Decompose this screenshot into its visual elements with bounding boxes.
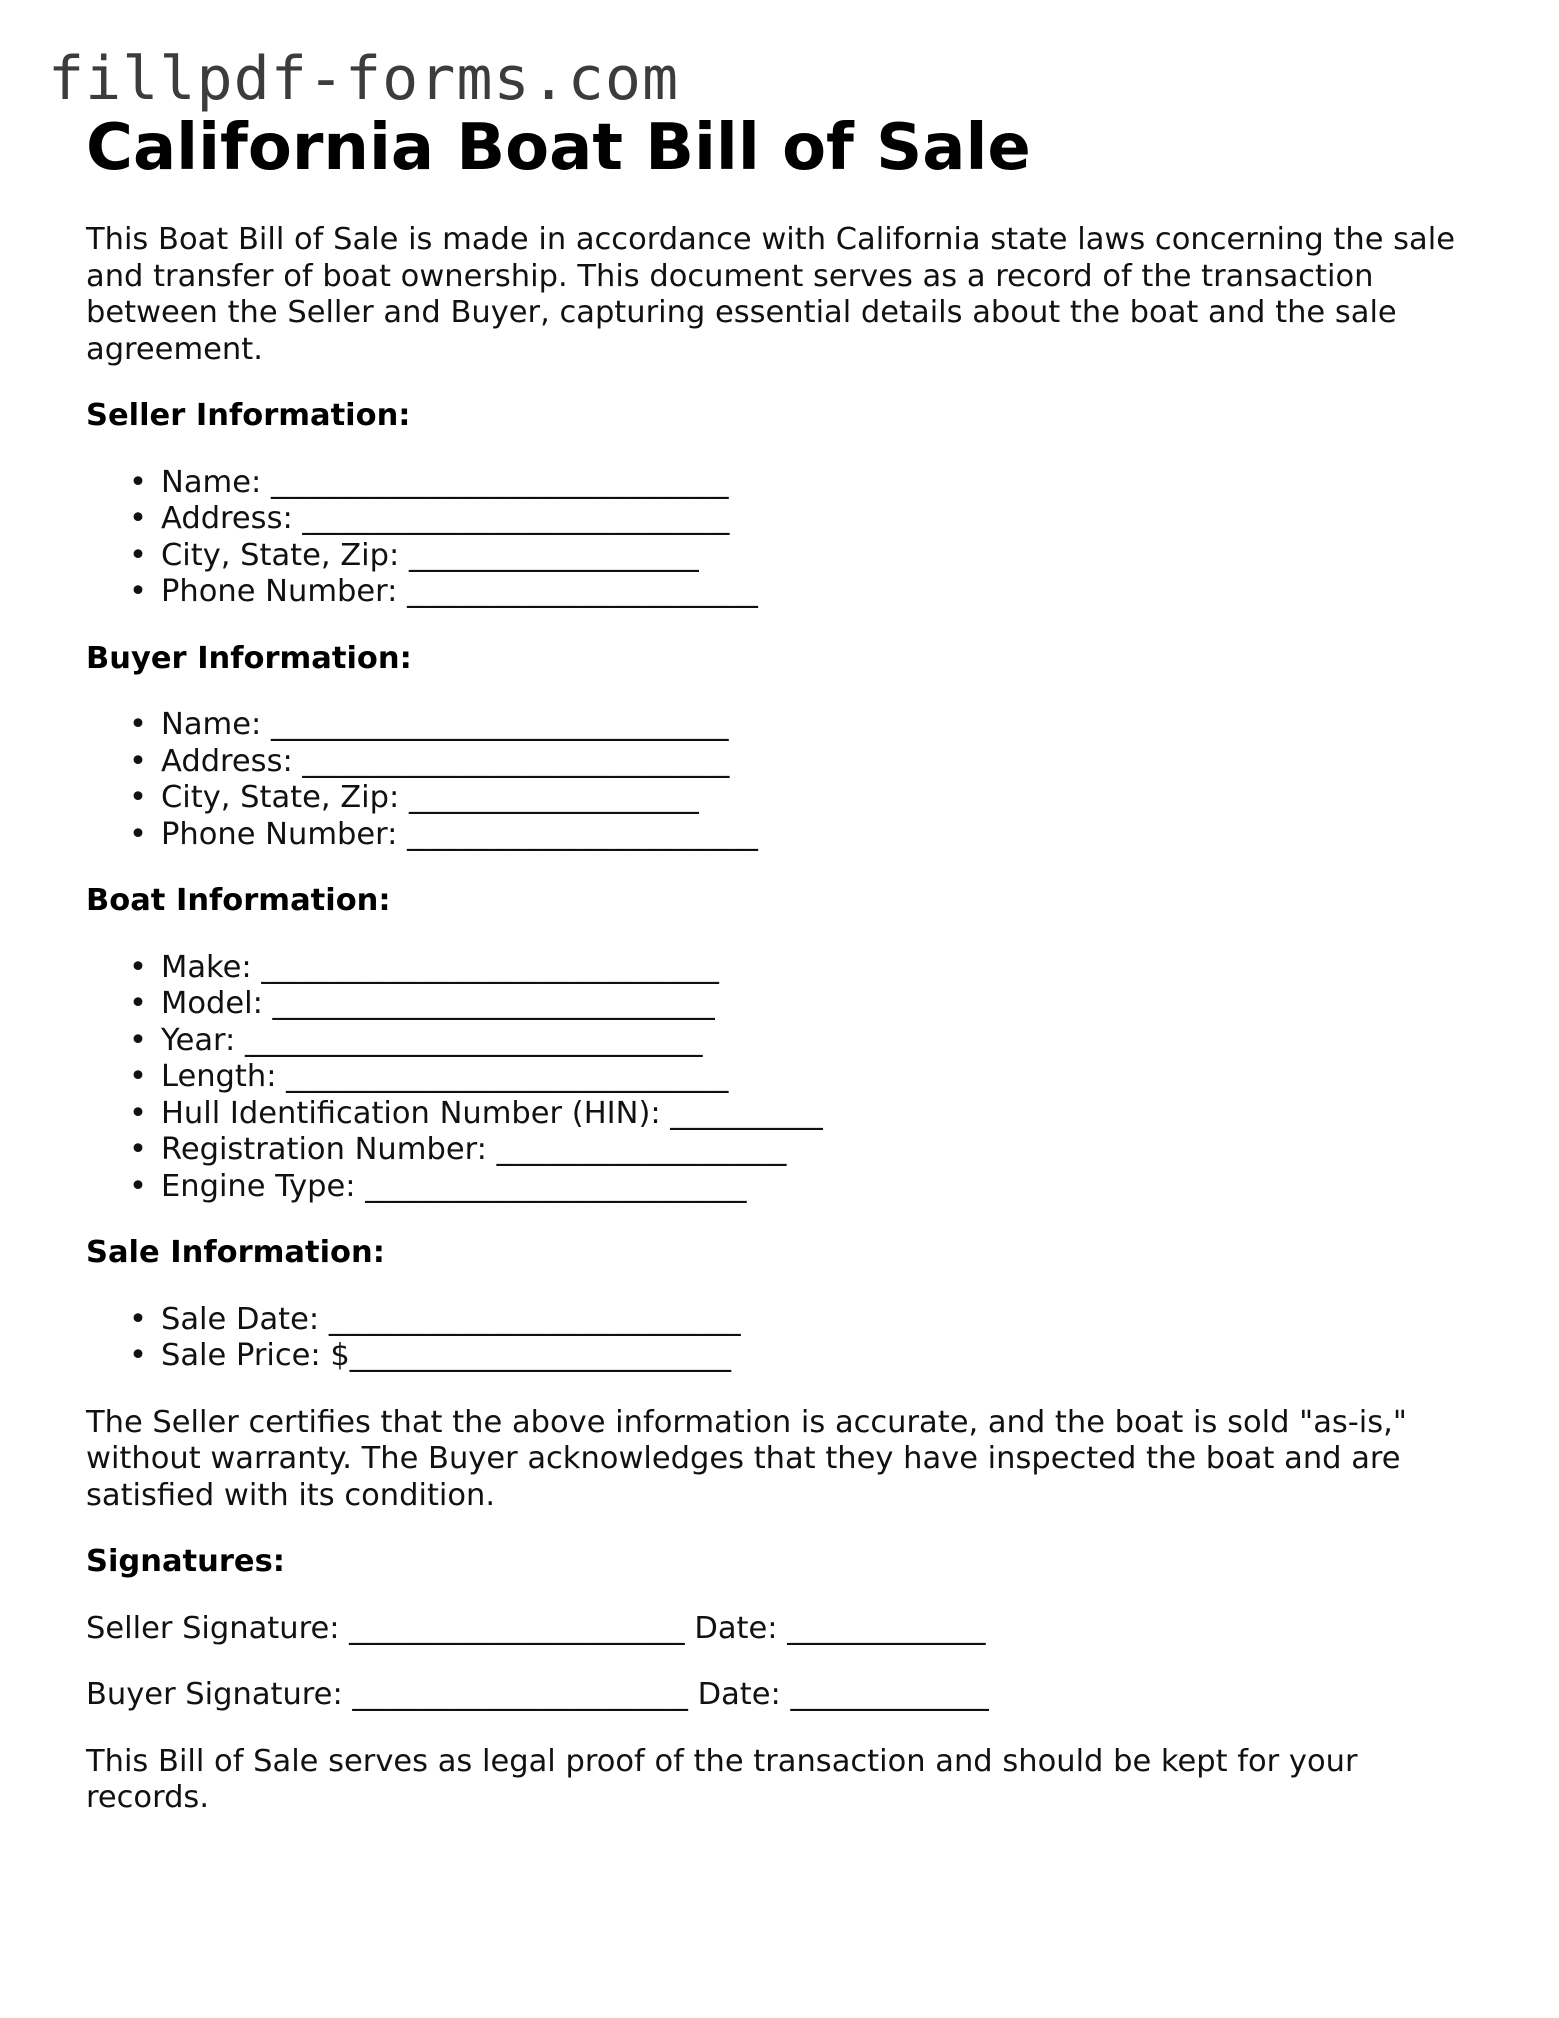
- boat-hin-field[interactable]: • Hull Identification Number (HIN): __________: [129, 1095, 823, 1131]
- sale-fields-list: [86, 1302, 1486, 1375]
- buyer-section-heading: Buyer Information:: [86, 640, 412, 676]
- document-body: [86, 108, 1486, 1817]
- bullet-icon: •: [129, 1301, 147, 1337]
- buyer-phone-field[interactable]: • Phone Number: _______________________: [129, 816, 758, 852]
- bullet-icon: •: [129, 1022, 147, 1058]
- seller-address-field[interactable]: • Address: ____________________________: [129, 501, 730, 536]
- boat-length-field[interactable]: • Length: _____________________________: [129, 1059, 729, 1094]
- boat-make-field[interactable]: • Make: ______________________________: [129, 949, 719, 985]
- bullet-icon: •: [129, 574, 147, 609]
- seller-city-state-zip-field[interactable]: • City, State, Zip: ___________________: [129, 537, 699, 573]
- boat-section-heading: Boat Information:: [86, 883, 391, 918]
- buyer-signature-line[interactable]: Buyer Signature: ______________________ Date: _____________: [86, 1677, 989, 1712]
- buyer-address-field[interactable]: • Address: ____________________________: [129, 743, 730, 779]
- closing-paragraph: This Bill of Sale serves as legal proof of the transaction and should be kept for your records.: [86, 1743, 1358, 1815]
- bullet-icon: •: [129, 1059, 147, 1094]
- boat-engine-type-field[interactable]: • Engine Type: _________________________: [129, 1168, 747, 1204]
- bullet-icon: •: [129, 816, 147, 852]
- buyer-name-field[interactable]: • Name: ______________________________: [129, 707, 729, 742]
- bullet-icon: •: [129, 1132, 147, 1167]
- boat-fields-list: [86, 950, 1486, 1206]
- bullet-icon: •: [129, 501, 147, 536]
- buyer-fields-list: [86, 707, 1486, 853]
- document-title: California Boat Bill of Sale: [86, 111, 1031, 185]
- boat-registration-field[interactable]: • Registration Number: ___________________: [129, 1132, 787, 1167]
- bullet-icon: •: [129, 780, 147, 815]
- bullet-icon: •: [129, 743, 147, 779]
- watermark-text: fillpdf-forms.com: [48, 44, 680, 114]
- sale-date-field[interactable]: • Sale Date: ___________________________: [129, 1301, 741, 1337]
- seller-signature-line[interactable]: Seller Signature: ______________________ Date: _____________: [86, 1610, 986, 1646]
- buyer-city-state-zip-field[interactable]: • City, State, Zip: ___________________: [129, 780, 699, 815]
- certification-paragraph: The Seller certifies that the above information is accurate, and the boat is sold "as-is," without warranty. The Buyer acknowledges that they have inspected the boat and are satisfied with its condition.: [86, 1404, 1407, 1513]
- signatures-section-heading: Signatures:: [86, 1544, 285, 1579]
- seller-section-heading: Seller Information:: [86, 398, 411, 433]
- bullet-icon: •: [129, 1168, 147, 1204]
- seller-phone-field[interactable]: • Phone Number: _______________________: [129, 574, 758, 609]
- bullet-icon: •: [129, 1095, 147, 1131]
- bullet-icon: •: [129, 986, 147, 1021]
- boat-year-field[interactable]: • Year: ______________________________: [129, 1022, 703, 1058]
- bullet-icon: •: [129, 707, 147, 742]
- sale-price-field[interactable]: • Sale Price: $_________________________: [129, 1338, 732, 1373]
- sale-section-heading: Sale Information:: [86, 1235, 385, 1270]
- bullet-icon: •: [129, 1338, 147, 1373]
- intro-paragraph: This Boat Bill of Sale is made in accordance with California state laws concerning the sale and transfer of boat ownership. This document serves as a record of the transaction between the Seller and Buyer, capturing essential details about the boat and the sale agreement.: [86, 222, 1455, 367]
- bullet-icon: •: [129, 949, 147, 985]
- bullet-icon: •: [129, 464, 147, 500]
- bullet-icon: •: [129, 537, 147, 573]
- seller-name-field[interactable]: • Name: ______________________________: [129, 464, 729, 500]
- boat-model-field[interactable]: • Model: _____________________________: [129, 986, 715, 1021]
- seller-fields-list: [86, 465, 1486, 611]
